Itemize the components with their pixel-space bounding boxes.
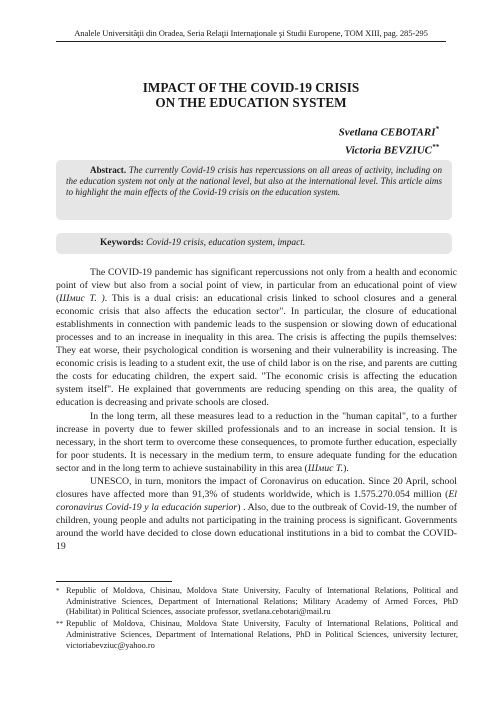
running-header: Analele Universităţii din Oradea, Seria Relaţii Internaţionale şi Studii Europene, TOM XIII, pag. 285-295: [74, 28, 428, 38]
title-line-1: IMPACT OF THE COVID-19 CRISIS: [142, 80, 360, 95]
footnote-1: [56, 586, 458, 618]
author-1: [339, 122, 439, 140]
paragraph-2-text-b: ).: [343, 462, 349, 474]
abstract-text: The currently Covid-19 crisis has repercussions on all areas of activity, including on the education system not only at the national level, but also at the international level. This article aims to highlight the main effects of the Covid-19 crisis on the education system.: [66, 165, 442, 198]
keywords-label: Keywords:: [100, 238, 144, 248]
article-title: [56, 80, 446, 110]
paragraph-1-text-b: . This is a dual crisis: an educational crisis linked to school closures and a general economic crisis that also affects the education sector". In particular, the closure of educational establishments in connection with pandemic leads to the suspension or slowing down of educational processes and to an increase in inequality in this area. The crisis is affecting the pupils themselves: They eat worse, their psychological condition is worsening and their vulnerability is increasing. The economic crisis is leading to a student exit, the use of child labor is on the rise, and parents are cutting the costs for educating children, the expert said. "The economic crisis is affecting the education system itself". He explained that governments are reducing spending on this area, the quality of education is decreasing and private schools are closed.: [56, 293, 457, 409]
body-text: [56, 266, 457, 553]
footnote-2-text: Republic of Moldova, Chisinau, Moldova State University, Faculty of International Relations, Political and Administrative Sciences, Department of International Relations, PhD in Political Sciences, university lecturer, victoriabevziuc@yahoo.ro: [66, 619, 458, 650]
paragraph-2-text-a: In the long term, all these measures lead to a reduction in the "human capital", to a further increase in poverty due to fewer skilled professionals and to an increase in social tension. It is necessary, in the short term to overcome these consequences, to promote further education, especially for poor students. It is necessary in the medium term, to ensure adequate funding for the education sector and in the long term to achieve sustainability in this area (: [56, 410, 457, 474]
citation-shmis-2: Шмис Т.: [307, 462, 344, 474]
paragraph-3-text-b: ) . Also, due to the outbreak of Covid-19, the number of children, young people and adults not participating in the training process is significant. Governments around the world have decided to close down educational institutions in a bid to combat the COVID-19: [56, 501, 457, 552]
abstract-label: Abstract.: [90, 165, 127, 175]
header-divider: [56, 41, 446, 42]
abstract-box: [56, 160, 452, 220]
author-2-footnote-mark: **: [432, 142, 439, 151]
footnote-1-text: Republic of Moldova, Chisinau, Moldova State University, Faculty of International Relations, Political and Administrative Sciences, Department of International Relations; Military Academy of Armed Forces, PhD (Habilitat) in Political Sciences, associate professor, svetlana.cebotari@mail.ru: [66, 586, 458, 617]
author-2-name: Victoria BEVZIUC: [344, 144, 432, 157]
footnote-2-mark: **: [56, 620, 63, 629]
footnote-1-mark: *: [56, 587, 60, 595]
abstract-paragraph: [66, 165, 442, 198]
author-1-name: Svetlana CEBOTARI: [338, 126, 436, 139]
body-paragraph-3: [56, 475, 457, 553]
footnote-2: [56, 619, 458, 651]
keywords-text: Covid-19 crisis, education system, impact.: [146, 238, 306, 248]
paragraph-3-text-a: UNESCO, in turn, monitors the impact of Coronavirus on education. Since 20 April, school closures have affected more than 91,3% of students worldwide, which is 1.575.270.054 million (: [56, 475, 457, 500]
title-line-2: ON THE EDUCATION SYSTEM: [155, 95, 347, 110]
author-2: [339, 140, 439, 158]
author-1-footnote-mark: *: [435, 125, 439, 133]
citation-unesco: El coronavirus Covid-19 y la educación superior: [56, 488, 457, 513]
footnote-divider: [56, 581, 172, 582]
citation-shmis-1: Шмис Т. ): [59, 293, 105, 305]
keywords-box: [56, 233, 452, 254]
footnotes: [56, 586, 458, 652]
author-list: [339, 122, 439, 157]
paragraph-1-text-a: The COVID-19 pandemic has significant repercussions not only from a health and economic point of view but also from a social point of view, in particular from an educational point of view (: [56, 267, 457, 305]
body-paragraph-2: [56, 410, 457, 475]
body-paragraph-1: [56, 266, 457, 410]
